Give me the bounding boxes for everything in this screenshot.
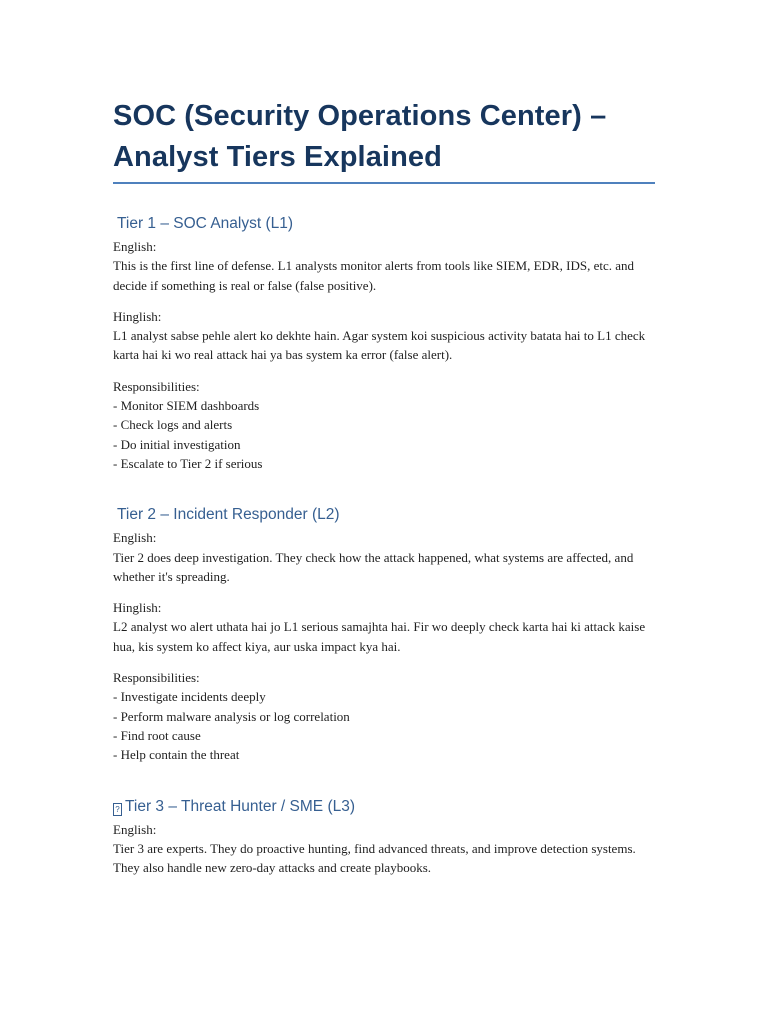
responsibilities-list [113, 687, 655, 764]
english-label: English: [113, 530, 157, 546]
list-item: - Check logs and alerts [113, 417, 233, 433]
hinglish-label: Hinglish: [113, 600, 162, 616]
list-item: - Escalate to Tier 2 if serious [113, 455, 263, 471]
section-tier-3 [113, 797, 655, 878]
hinglish-text: L1 analyst sabse pehle alert ko dekhte hain. Agar system koi suspicious activity batata hai to L1 check karta hai ki wo real attack hai ya bas system ka error (false alert). [113, 328, 646, 363]
section-heading-tier-3-text: Tier 3 – Threat Hunter / SME (L3) [125, 797, 356, 815]
document-title: SOC (Security Operations Center) – Analyst Tiers Explained [113, 96, 655, 184]
english-text: Tier 2 does deep investigation. They check how the attack happened, what systems are affected, and whether it's spreading. [113, 549, 634, 584]
responsibilities-label: Responsibilities: [113, 670, 200, 686]
english-text: Tier 3 are experts. They do proactive hunting, find advanced threats, and improve detection systems. They also handle new zero-day attacks and create playbooks. [113, 840, 636, 876]
hinglish-label: Hinglish: [113, 308, 162, 324]
section-heading-tier-1: Tier 1 – SOC Analyst (L1) [117, 215, 294, 232]
section-tier-2 [113, 505, 655, 764]
section-tier-1 [113, 214, 655, 473]
missing-glyph-icon: ? [113, 803, 122, 816]
list-item: - Find root cause [113, 727, 201, 743]
section-heading-tier-2: Tier 2 – Incident Responder (L2) [117, 506, 340, 524]
list-item: - Monitor SIEM dashboards [113, 398, 260, 414]
responsibilities-label: Responsibilities: [113, 378, 200, 394]
section-heading-tier-3 [113, 797, 655, 817]
english-label: English: [113, 239, 157, 254]
english-label: English: [113, 821, 157, 837]
list-item: - Perform malware analysis or log correlation [113, 708, 350, 724]
responsibilities-list [113, 396, 655, 473]
list-item: - Help contain the threat [113, 747, 240, 763]
list-item: - Do initial investigation [113, 436, 241, 452]
english-text: This is the first line of defense. L1 analysts monitor alerts from tools like SIEM, EDR, IDS, etc. and decide if something is real or false (false positive). [113, 258, 634, 293]
hinglish-text: L2 analyst wo alert uthata hai jo L1 serious samajhta hai. Fir wo deeply check karta hai ki attack kaise hua, kis system ko affect kiya, aur uska impact kya hai. [113, 619, 646, 654]
list-item: - Investigate incidents deeply [113, 689, 266, 705]
